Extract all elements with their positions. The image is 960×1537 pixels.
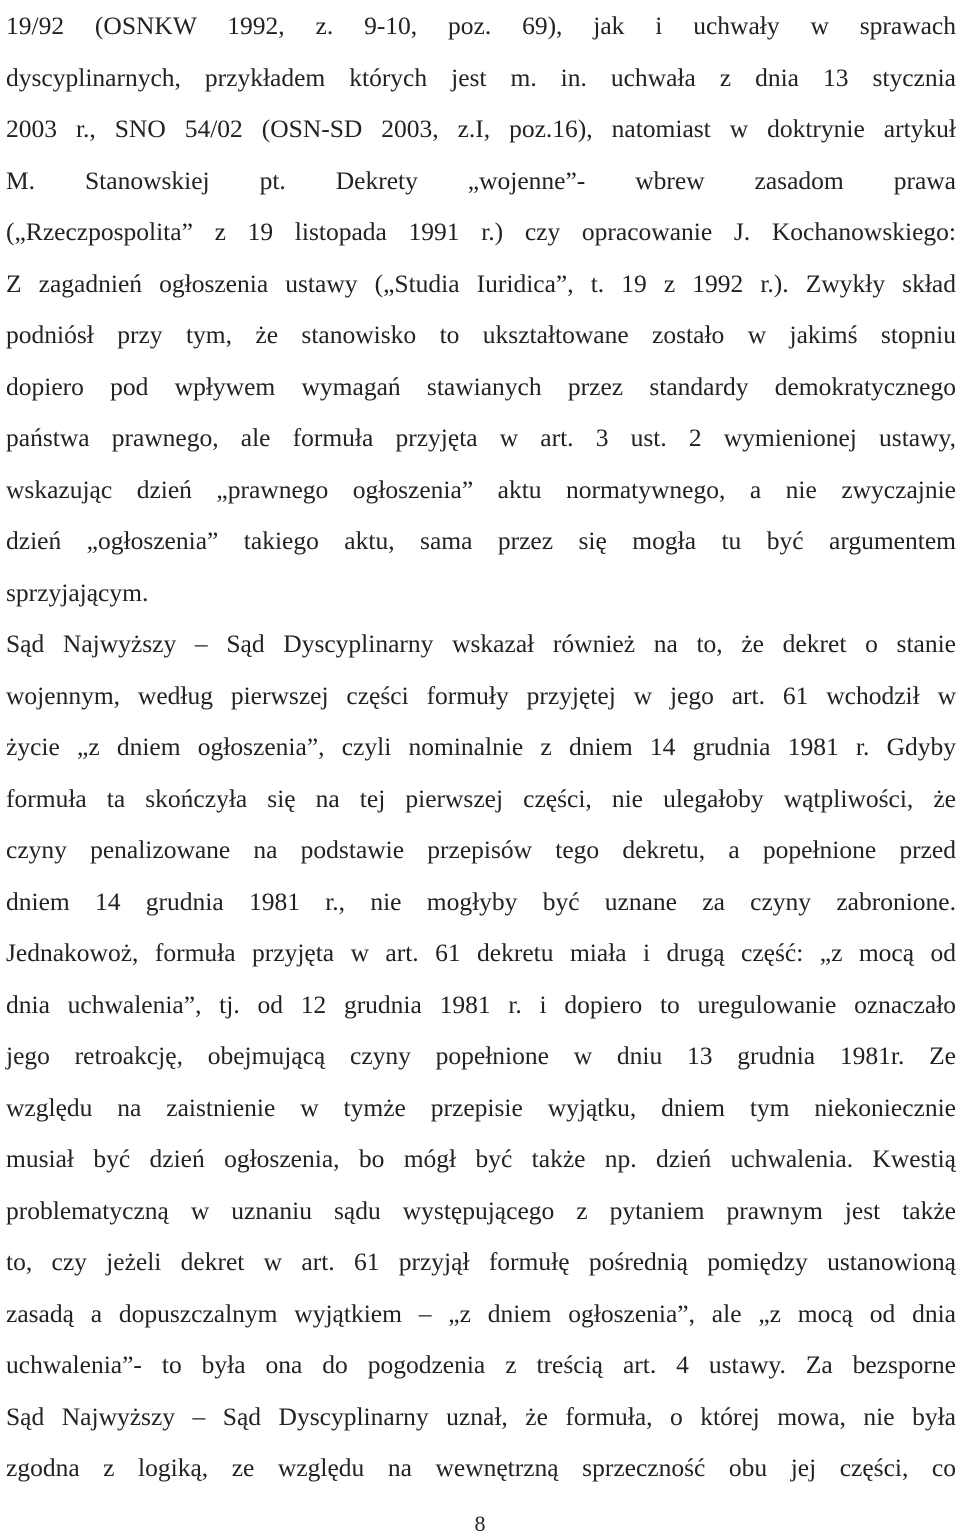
text-line: dniem 14 grudnia 1981 r., nie mogłyby być uznane za czyny zabronione. [6, 886, 956, 916]
text-line: czyny penalizowane na podstawie przepisów tego dekretu, a popełnione przed [6, 835, 956, 864]
text-line: sprzyjającym. [6, 577, 149, 607]
text-line: Z zagadnień ogłoszenia ustawy („Studia Iuridica”, t. 19 z 1992 r.). Zwykły skład [6, 268, 956, 298]
text-line: uchwalenia”- to była ona do pogodzenia z treścią art. 4 ustawy. Za bezsporne [6, 1350, 956, 1379]
text-line: 19/92 (OSNKW 1992, z. 9-10, poz. 69), jak i uchwały w sprawach [6, 11, 956, 40]
text-line: życie „z dniem ogłoszenia”, czyli nominalnie z dniem 14 grudnia 1981 r. Gdyby [6, 732, 956, 761]
text-line: problematyczną w uznaniu sądu występującego z pytaniem prawnym jest także [6, 1195, 956, 1225]
text-line: zasadą a dopuszczalnym wyjątkiem – „z dniem ogłoszenia”, ale „z mocą od dnia [6, 1298, 956, 1328]
text-line: Sąd Najwyższy – Sąd Dyscyplinarny wskazał również na to, że dekret o stanie [6, 629, 956, 658]
text-line: dzień „ogłoszenia” takiego aktu, sama przez się mogła tu być argumentem [6, 526, 956, 555]
text-line: („Rzeczpospolita” z 19 listopada 1991 r.) czy opracowanie J. Kochanowskiego: [6, 217, 956, 246]
text-line: dnia uchwalenia”, tj. od 12 grudnia 1981 r. i dopiero to uregulowanie oznaczało [6, 989, 956, 1019]
text-line: wojennym, według pierwszej części formuły przyjętej w jego art. 61 wchodził w [6, 680, 956, 710]
text-line: dyscyplinarnych, przykładem których jest m. in. uchwała z dnia 13 stycznia [6, 62, 956, 92]
text-line: wskazując dzień „prawnego ogłoszenia” aktu normatywnego, a nie zwyczajnie [6, 474, 956, 504]
page-number: 8 [474, 1511, 486, 1536]
text-line: 2003 r., SNO 54/02 (OSN-SD 2003, z.I, poz.16), natomiast w doktrynie artykuł [6, 114, 956, 143]
text-line: dopiero pod wpływem wymagań stawianych przez standardy demokratycznego [6, 371, 956, 401]
body-text [6, 0, 956, 1494]
text-line: państwa prawnego, ale formuła przyjęta w art. 3 ust. 2 wymienionej ustawy, [6, 423, 956, 452]
text-line: jego retroakcję, obejmującą czyny popełnione w dniu 13 grudnia 1981r. Ze [6, 1041, 956, 1070]
text-line: podniósł przy tym, że stanowisko to ukształtowane zostało w jakimś stopniu [6, 320, 956, 349]
text-line: Jednakowoż, formuła przyjęta w art. 61 dekretu miała i drugą część: „z mocą od [6, 938, 956, 967]
text-line: M. Stanowskiej pt. Dekrety „wojenne”- wbrew zasadom prawa [6, 165, 956, 195]
text-line: Sąd Najwyższy – Sąd Dyscyplinarny uznał, że formuła, o której mowa, nie była [6, 1401, 956, 1431]
text-line: to, czy jeżeli dekret w art. 61 przyjął formułę pośrednią pomiędzy ustanowioną [6, 1247, 956, 1276]
text-line: formuła ta skończyła się na tej pierwszej części, nie ulegałoby wątpliwości, że [6, 783, 956, 813]
text-line: musiał być dzień ogłoszenia, bo mógł być także np. dzień uchwalenia. Kwestią [6, 1144, 956, 1173]
text-line: względu na zaistnienie w tymże przepisie wyjątku, dniem tym niekoniecznie [6, 1092, 956, 1122]
text-line: zgodna z logiką, ze względu na wewnętrzną sprzeczność obu jej części, co [6, 1453, 956, 1482]
